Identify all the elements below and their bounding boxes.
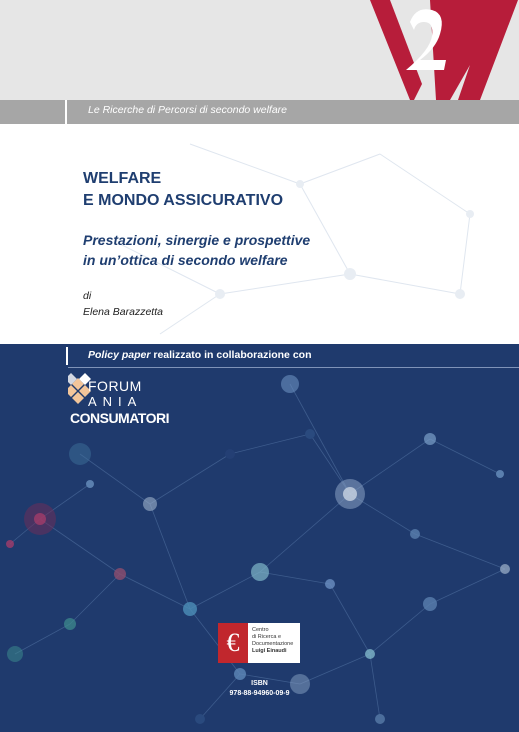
document-title: [83, 168, 283, 212]
title-line-1: WELFARE: [83, 170, 162, 187]
einaudi-logo: [218, 623, 300, 663]
series-bar: [0, 100, 519, 124]
einaudi-text: [252, 627, 293, 655]
by-label: di: [83, 290, 92, 302]
subtitle-line-1: Prestazioni, sinergie e prospettive: [83, 232, 311, 248]
document-subtitle: [83, 230, 310, 270]
einaudi-mark-icon: €: [218, 623, 248, 663]
policy-underline: [68, 367, 519, 368]
einaudi-line-2: di Ricerca e: [252, 634, 282, 640]
einaudi-line-4: Luigi Einaudi: [252, 648, 287, 654]
title-line-2: E MONDO ASSICURATIVO: [83, 192, 284, 209]
author-block: [83, 288, 163, 320]
subtitle-line-2: in un’ottica di secondo welfare: [83, 252, 288, 268]
forum-line-3: CONSUMATORI: [70, 410, 169, 426]
policy-rest: realizzato in collaborazione con: [150, 349, 312, 361]
series-label: Le Ricerche di Percorsi di secondo welfare: [88, 104, 288, 116]
isbn-block: [0, 679, 519, 699]
policy-bar: [66, 347, 519, 365]
policy-text: [88, 349, 312, 361]
author-name: Elena Barazzetta: [83, 306, 163, 318]
einaudi-line-1: Centro: [252, 627, 269, 633]
forum-line-2: ANIA: [88, 394, 143, 409]
einaudi-line-3: Documentazione: [252, 641, 294, 647]
isbn-value: 978-88-94960-09-9: [229, 690, 290, 697]
2w-logo: [370, 0, 519, 100]
forum-line-1: FORUM: [88, 378, 142, 394]
isbn-label: ISBN: [251, 680, 268, 687]
series-divider: [65, 100, 67, 124]
policy-italic: Policy paper: [88, 349, 151, 361]
